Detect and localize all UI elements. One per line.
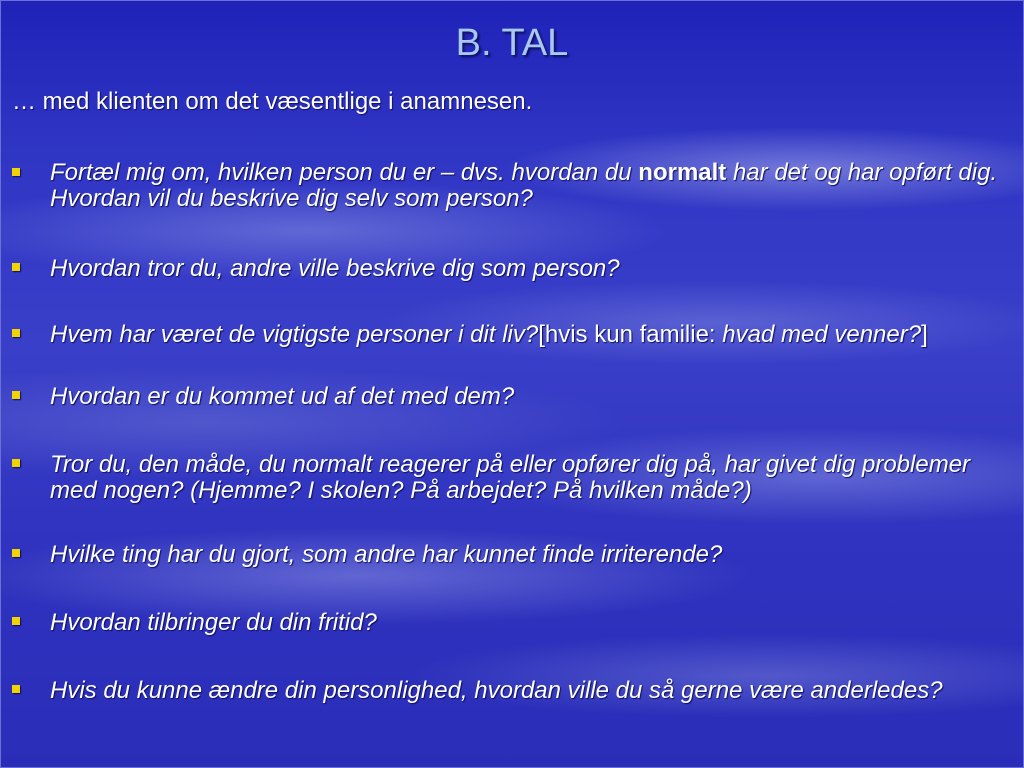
bullet-text: Hvilke ting har du gjort, som andre har kunnet finde irriterende? — [50, 541, 723, 568]
intro-line: … med klienten om det væsentlige i anamnesen. — [12, 88, 533, 115]
bracket-text: ] — [921, 321, 928, 348]
bullet-square-icon — [12, 549, 20, 557]
bullet-square-icon — [12, 391, 20, 399]
bullet-square-icon — [12, 459, 20, 467]
bullet-text-part: har det og har opført dig. Hvordan vil du beskrive dig selv som person? — [50, 159, 998, 212]
bullet-square-icon — [12, 168, 20, 176]
bullet-square-icon — [12, 329, 20, 337]
emphasis-text: normalt — [638, 159, 727, 186]
bullet-text-part: Fortæl mig om, hvilken person du er – dvs. hvordan du — [50, 159, 639, 186]
bullet-text-part: hvad med venner? — [722, 321, 922, 348]
bullet-square-icon — [12, 617, 20, 625]
bullet-text: Hvordan er du kommet ud af det med dem? — [50, 383, 515, 410]
bullet-square-icon — [12, 263, 20, 271]
bullet-square-icon — [12, 685, 20, 693]
bullet-text — [50, 160, 1010, 212]
slide-title: B. TAL — [455, 22, 569, 64]
bullet-text — [50, 322, 1010, 348]
bracket-text: [hvis kun familie: — [538, 321, 723, 348]
bullet-text: Hvis du kunne ændre din personlighed, hvordan ville du så gerne være anderledes? — [50, 677, 943, 704]
bullet-text-part: Hvem har været de vigtigste personer i dit liv? — [50, 321, 539, 348]
bullet-text: Hvordan tror du, andre ville beskrive dig som person? — [50, 255, 620, 282]
bullet-text: Tror du, den måde, du normalt reagerer på eller opfører dig på, har givet dig problemer med nogen? (Hjemme? I skolen? På arbejdet? På hvilken måde?) — [50, 451, 971, 504]
bullet-text: Hvordan tilbringer du din fritid? — [50, 609, 377, 636]
